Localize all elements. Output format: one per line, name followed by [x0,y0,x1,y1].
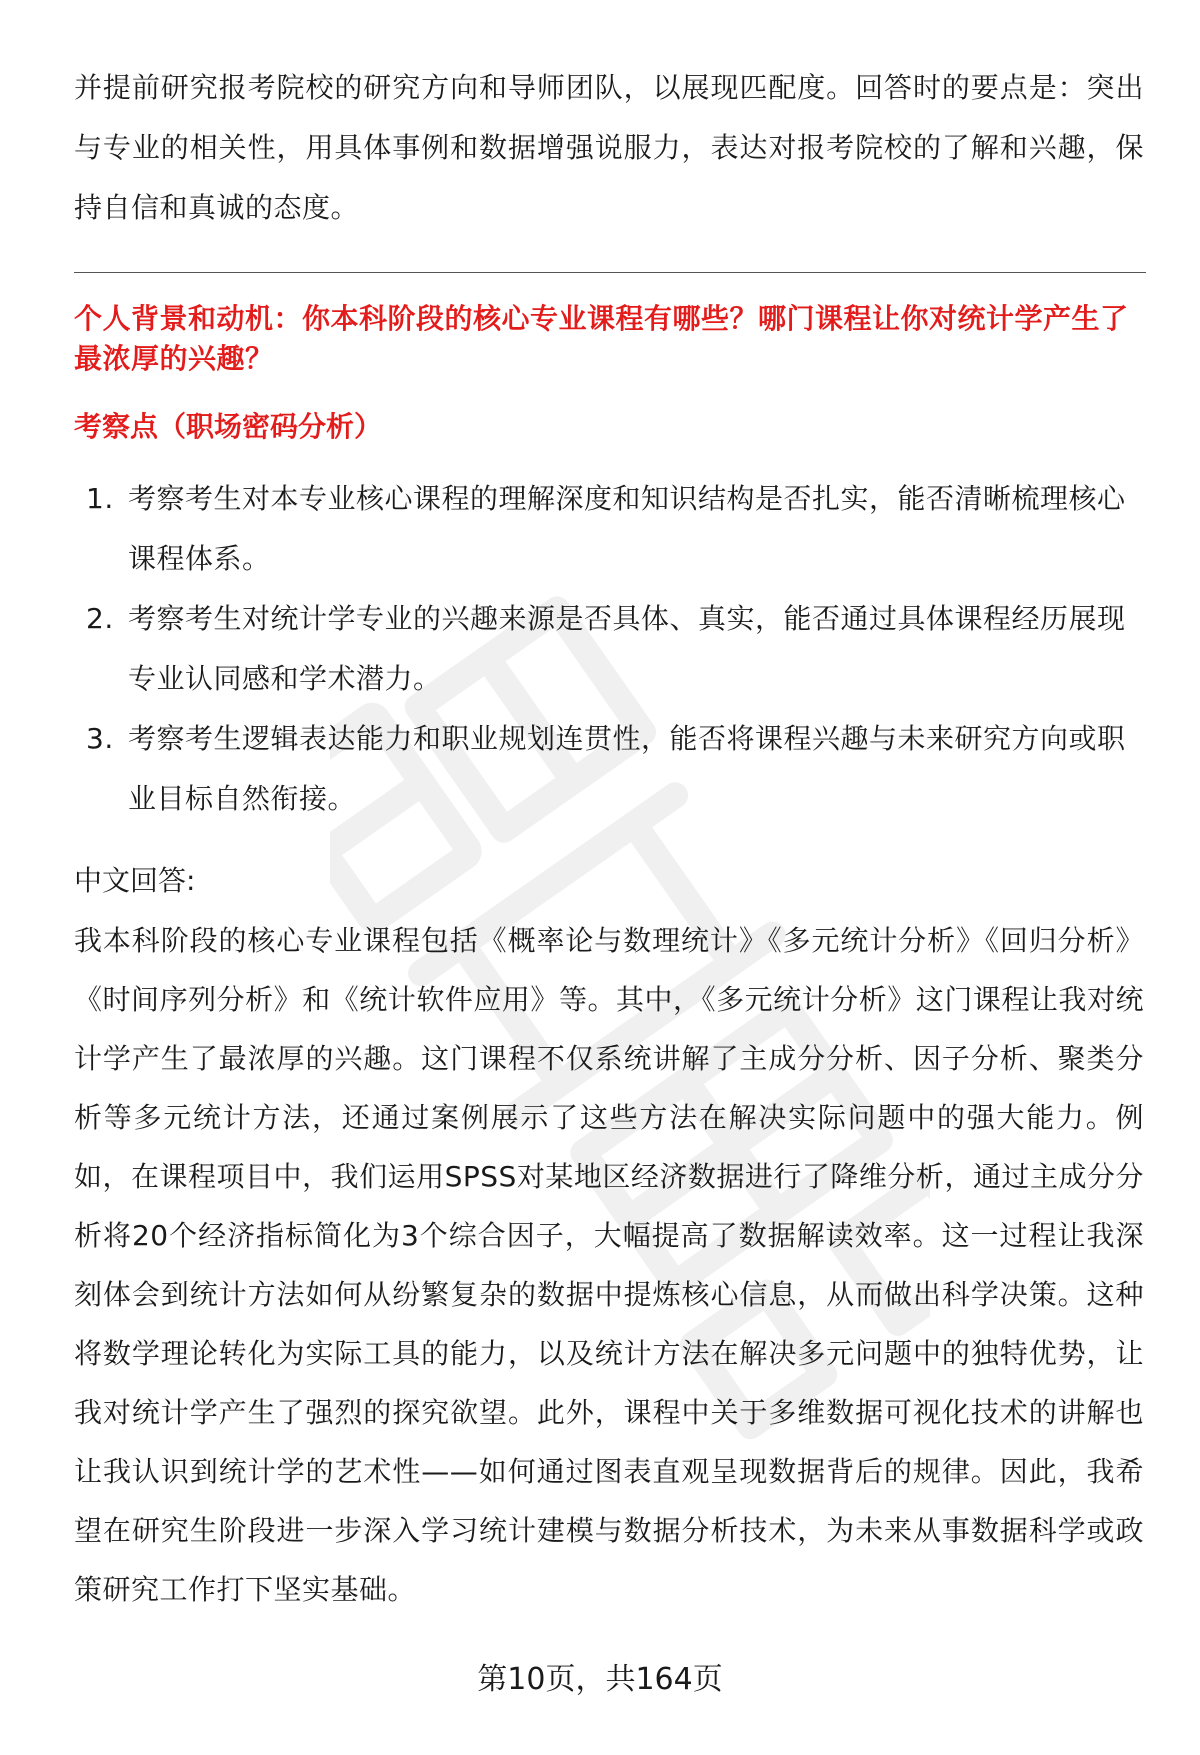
assessment-item-number: 2. [86,602,114,635]
assessment-item [74,709,1144,829]
answer-paragraph: 我本科阶段的核心专业课程包括《概率论与数理统计》《多元统计分析》《回归分析》《时间序列分析》和《统计软件应用》等。其中，《多元统计分析》这门课程让我对统计学产生了最浓厚的兴趣。这门课程不仅系统讲解了主成分分析、因子分析、聚类分析等多元统计方法，还通过案例展示了这些方法在解决实际问题中的强大能力。例如，在课程项目中，我们运用SPSS对某地区经济数据进行了降维分析，通过主成分分析将20个经济指标简化为3个综合因子，大幅提高了数据解读效率。这一过程让我深刻体会到统计方法如何从纷繁复杂的数据中提炼核心信息，从而做出科学决策。这种将数学理论转化为实际工具的能力，以及统计方法在解决多元问题中的独特优势，让我对统计学产生了强烈的探究欲望。此外，课程中关于多维数据可视化技术的讲解也让我认识到统计学的艺术性——如何通过图表直观呈现数据背后的规律。因此，我希望在研究生阶段进一步深入学习统计建模与数据分析技术，为未来从事数据科学或政策研究工作打下坚实基础。 [74,924,1144,1606]
answer-label: 中文回答: [74,864,196,897]
assessment-list [74,469,1144,829]
assessment-title: 考察点（职场密码分析） [74,410,383,443]
assessment-item-text: 考察考生逻辑表达能力和职业规划连贯性，能否将课程兴趣与未来研究方向或职业目标自然衔接。 [128,722,1126,815]
page-number-footer: 第10页，共164页 [477,1662,723,1697]
assessment-item-number: 1. [86,482,114,515]
assessment-item-text: 考察考生对统计学专业的兴趣来源是否具体、真实，能否通过具体课程经历展现专业认同感和学术潜力。 [128,602,1126,695]
assessment-item-number: 3. [86,722,114,755]
assessment-item [74,589,1144,709]
page-content [74,58,1144,1619]
assessment-item [74,469,1144,589]
assessment-item-text: 考察考生对本专业核心课程的理解深度和知识结构是否扎实，能否清晰梳理核心课程体系。 [128,482,1126,575]
intro-paragraph: 并提前研究报考院校的研究方向和导师团队，以展现匹配度。回答时的要点是：突出与专业的相关性，用具体事例和数据增强说服力，表达对报考院校的了解和兴趣，保持自信和真诚的态度。 [74,71,1144,224]
question-heading: 个人背景和动机：你本科阶段的核心专业课程有哪些？哪门课程让你对统计学产生了最浓厚的兴趣？ [74,302,1129,375]
section-divider [74,272,1146,273]
